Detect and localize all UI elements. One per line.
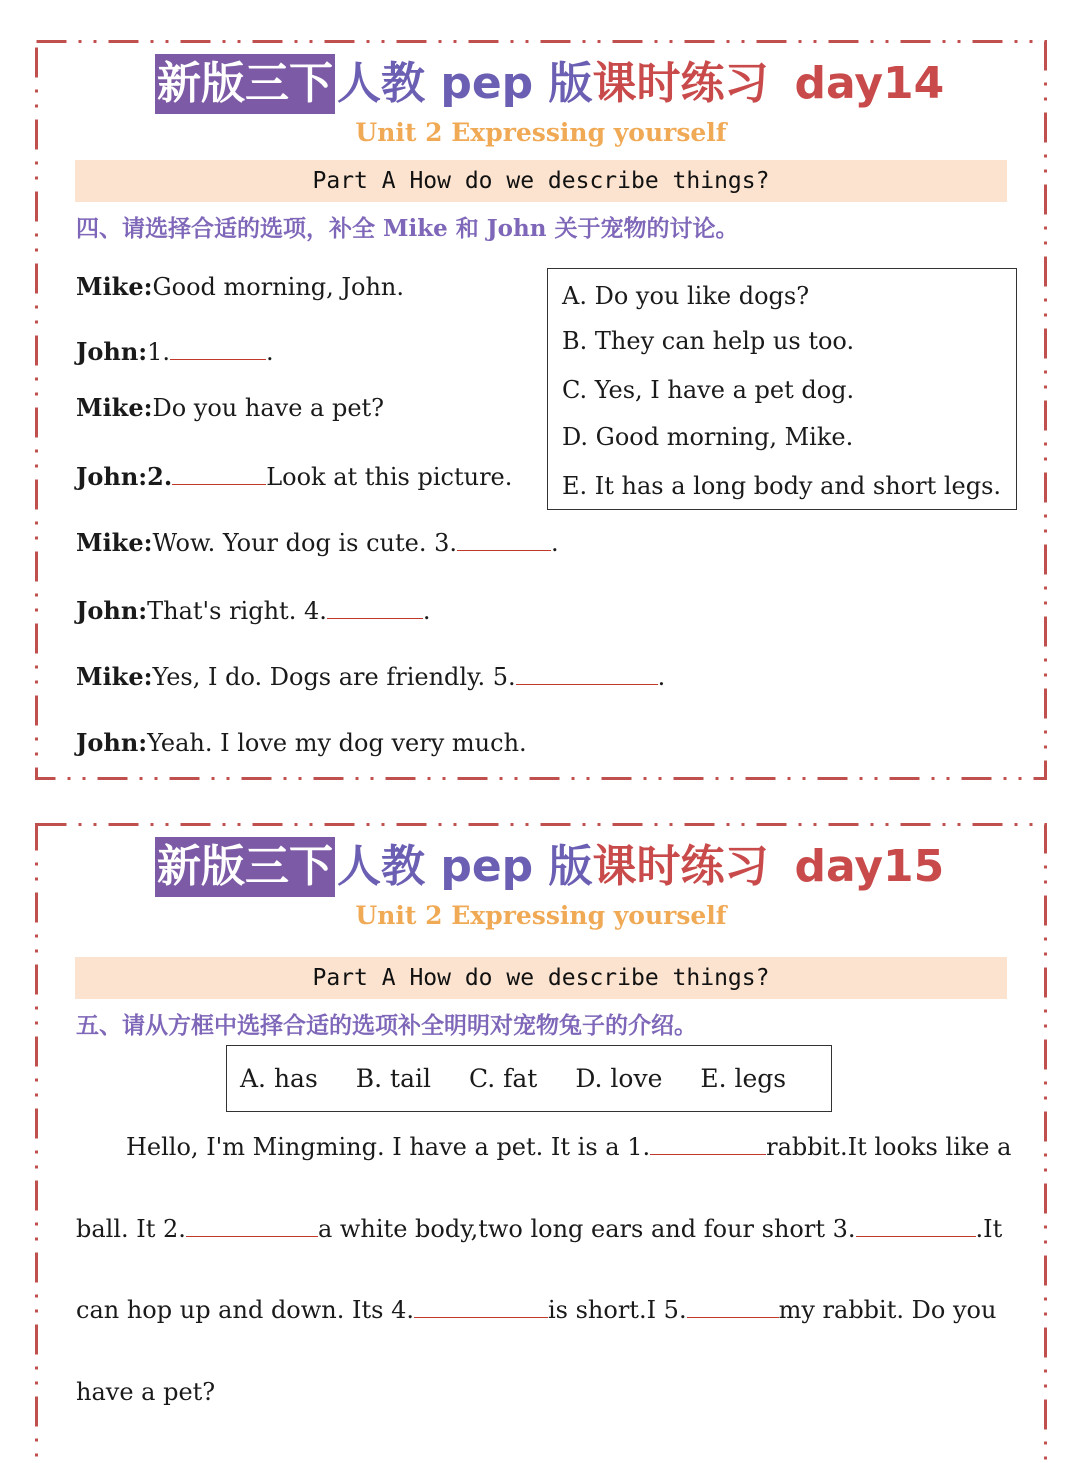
answer-blank-4[interactable] (327, 598, 423, 619)
dialogue-text: That's right. 4. (147, 597, 327, 625)
dialogue-text: Good morning, John. (152, 273, 404, 301)
dialogue-text: 2. (147, 462, 172, 491)
answer-blank-2[interactable] (186, 1216, 318, 1237)
paragraph-text: a white body,two long ears and four short 3. (318, 1215, 856, 1243)
title-edition-label: 新版三下 (155, 54, 335, 114)
title-publisher-label: 人教 pep 版 (335, 837, 592, 897)
answer-blank-3[interactable] (457, 530, 551, 551)
dialogue-text: Wow. Your dog is cute. 3. (152, 529, 457, 557)
speaker-name: John: (76, 728, 147, 757)
options-box (547, 268, 1017, 510)
word-option-a: A. has (240, 1064, 318, 1093)
dialogue-line (76, 596, 431, 625)
paragraph-text: rabbit.It looks like a (766, 1133, 1011, 1161)
answer-blank-2[interactable] (172, 464, 266, 485)
speaker-name: Mike: (76, 528, 152, 557)
paragraph-line (76, 1133, 1008, 1161)
title-day-label: day14 (794, 54, 944, 114)
answer-blank-1[interactable] (170, 339, 266, 360)
title-practice-label: 课时练习 (592, 837, 768, 897)
answer-blank-4[interactable] (414, 1297, 548, 1318)
paragraph-text: .It (976, 1215, 1003, 1243)
word-bank-box (226, 1045, 832, 1112)
worksheet-card-day14 (35, 40, 1047, 780)
answer-blank-1[interactable] (650, 1134, 766, 1155)
speaker-name: John: (76, 596, 147, 625)
dialogue-text: . (423, 597, 431, 625)
dialogue-text: 1. (147, 338, 170, 366)
exercise-instruction: 四、请选择合适的选项，补全 Mike 和 John 关于宠物的讨论。 (76, 210, 738, 243)
title-publisher-label: 人教 pep 版 (335, 54, 592, 114)
word-option-c: C. fat (469, 1064, 537, 1093)
dialogue-line (76, 528, 559, 557)
unit-subtitle: Unit 2 Expressing yourself (0, 901, 1080, 930)
speaker-name: Mike: (76, 272, 152, 301)
option-a: A. Do you like dogs? (562, 282, 809, 310)
dialogue-text: Do you have a pet? (152, 394, 384, 422)
worksheet-title (155, 54, 944, 114)
paragraph-text: can hop up and down. Its 4. (76, 1296, 414, 1324)
dialogue-text: . (551, 529, 559, 557)
word-option-b: B. tail (356, 1064, 431, 1093)
option-b: B. They can help us too. (562, 327, 854, 355)
paragraph-text: ball. It 2. (76, 1215, 186, 1243)
option-c: C. Yes, I have a pet dog. (562, 376, 854, 404)
dialogue-text: . (266, 338, 274, 366)
option-d: D. Good morning, Mike. (562, 423, 853, 451)
paragraph-line (76, 1215, 1008, 1243)
dialogue-line (76, 393, 384, 422)
dialogue-text: . (658, 663, 666, 691)
part-heading: Part A How do we describe things? (75, 160, 1007, 202)
exercise-instruction: 五、请从方框中选择合适的选项补全明明对宠物兔子的介绍。 (76, 1007, 697, 1040)
worksheet-title (155, 837, 944, 897)
paragraph-text: have a pet? (76, 1378, 215, 1406)
dialogue-text: Look at this picture. (266, 463, 512, 491)
dialogue-line (76, 728, 527, 757)
dialogue-line (76, 272, 404, 301)
dialogue-line (76, 662, 665, 691)
dialogue-line (76, 337, 274, 366)
paragraph-line (76, 1296, 1008, 1324)
paragraph-line (76, 1378, 1008, 1406)
word-option-d: D. love (575, 1064, 662, 1093)
title-day-label: day15 (794, 837, 944, 897)
speaker-name: Mike: (76, 662, 152, 691)
title-edition-label: 新版三下 (155, 837, 335, 897)
speaker-name: John: (76, 337, 147, 366)
worksheet-card-day15 (35, 823, 1047, 1463)
answer-blank-5[interactable] (516, 664, 658, 685)
speaker-name: Mike: (76, 393, 152, 422)
dialogue-text: Yeah. I love my dog very much. (147, 729, 527, 757)
dialogue-text: Yes, I do. Dogs are friendly. 5. (152, 663, 515, 691)
speaker-name: John: (76, 462, 147, 491)
title-practice-label: 课时练习 (592, 54, 768, 114)
unit-subtitle: Unit 2 Expressing yourself (0, 118, 1080, 147)
part-heading: Part A How do we describe things? (75, 957, 1007, 999)
dialogue-line (76, 462, 512, 491)
paragraph-text: Hello, I'm Mingming. I have a pet. It is a 1. (126, 1133, 650, 1161)
paragraph-text: my rabbit. Do you (779, 1296, 997, 1324)
word-option-e: E. legs (700, 1064, 786, 1093)
answer-blank-3[interactable] (856, 1216, 976, 1237)
option-e: E. It has a long body and short legs. (562, 472, 1001, 500)
paragraph-text: is short.I 5. (548, 1296, 687, 1324)
answer-blank-5[interactable] (687, 1297, 779, 1318)
